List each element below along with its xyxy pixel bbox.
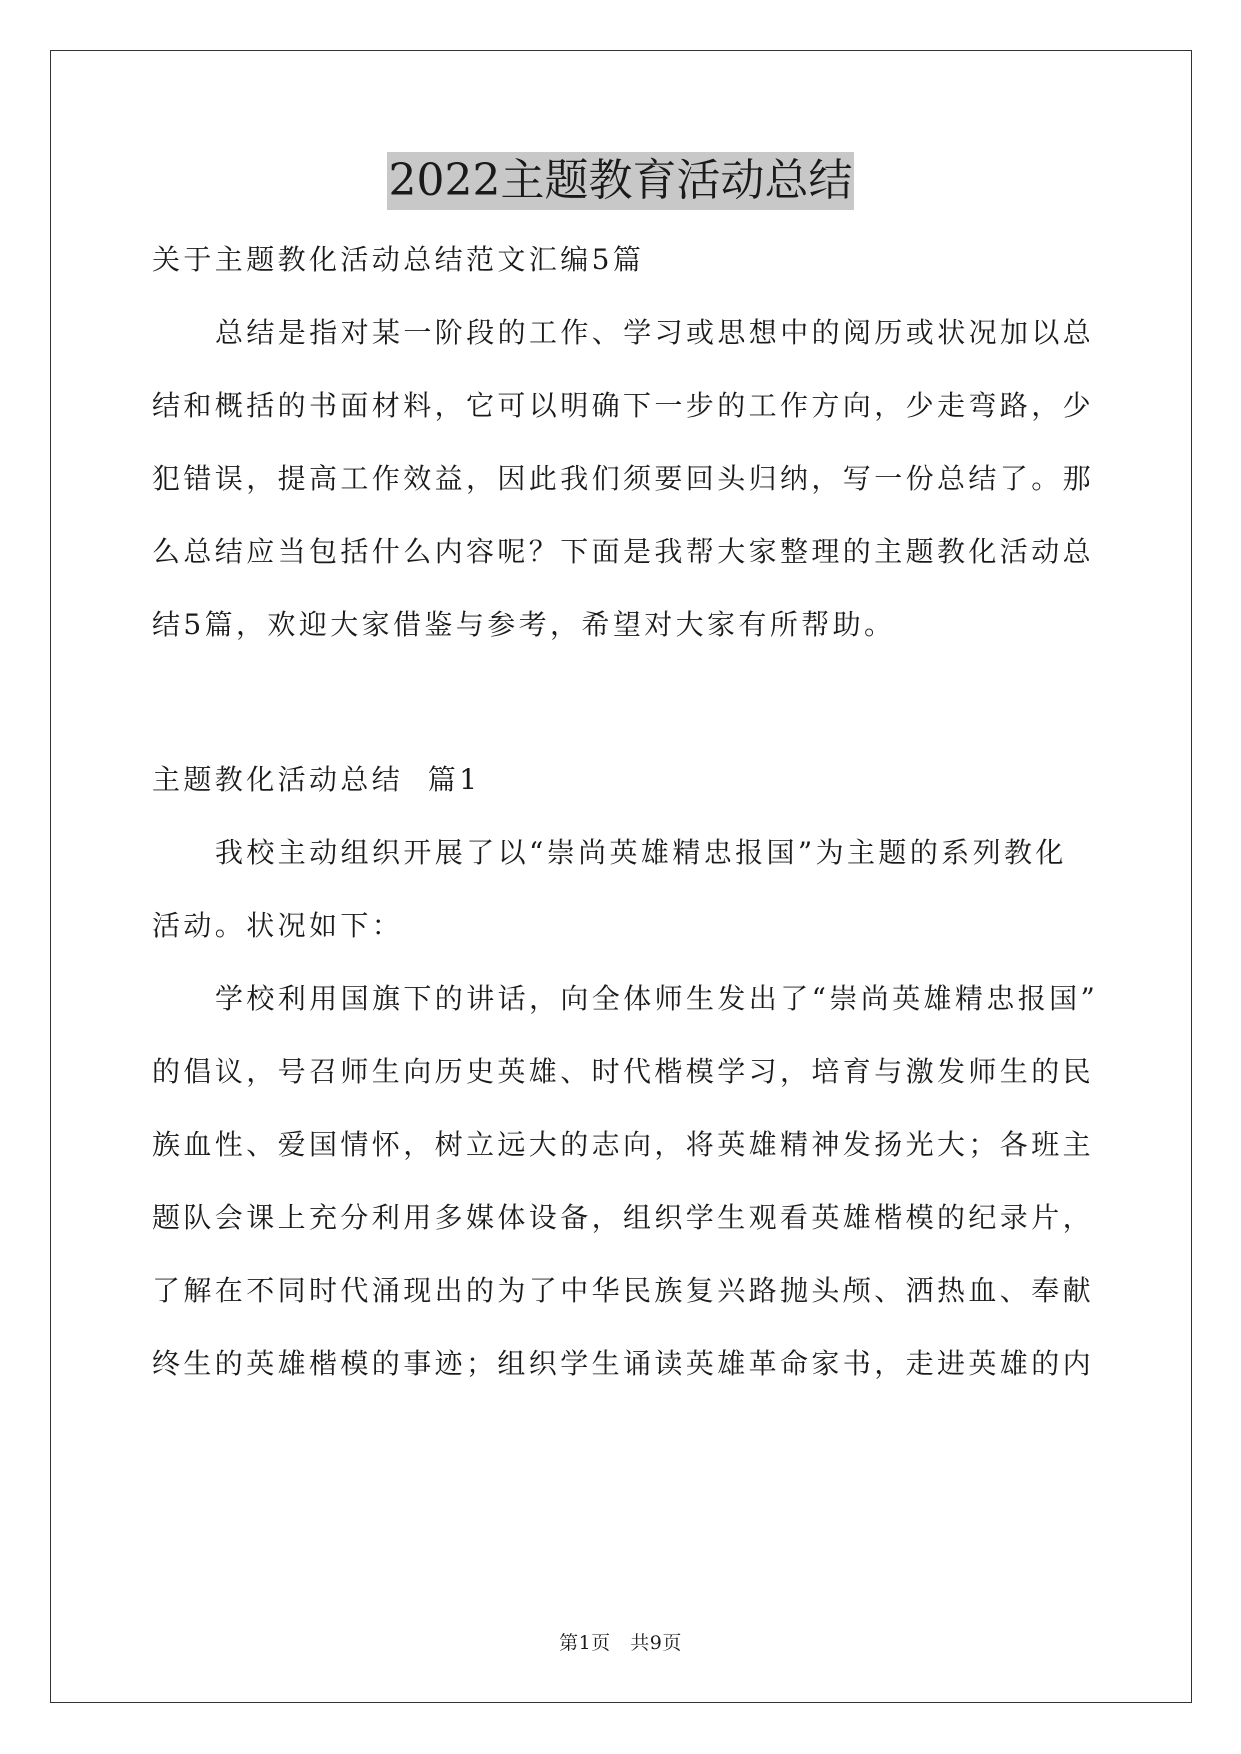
section-heading: 主题教化活动总结 篇1 (152, 763, 481, 796)
page-number-footer: 第1页 共9页 (559, 1632, 682, 1654)
paragraph-line: 了解在不同时代涌现出的为了中华民族复兴路抛头颅、洒热血、奉献 (152, 1274, 1095, 1307)
intro-line: 犯错误，提高工作效益，因此我们须要回头归纳，写一份总结了。那 (152, 462, 1095, 495)
intro-line: 结5篇，欢迎大家借鉴与参考，希望对大家有所帮助。 (152, 608, 896, 641)
paragraph-line: 族血性、爱国情怀，树立远大的志向，将英雄精神发扬光大；各班主 (152, 1128, 1095, 1161)
intro-line: 总结是指对某一阶段的工作、学习或思想中的阅历或状况加以总 (215, 316, 1095, 349)
paragraph-line: 终生的英雄楷模的事迹；组织学生诵读英雄革命家书，走进英雄的内 (152, 1347, 1095, 1380)
paragraph-line: 活动。状况如下： (152, 909, 404, 942)
intro-line: 结和概括的书面材料，它可以明确下一步的工作方向，少走弯路，少 (152, 389, 1095, 422)
intro-line: 么总结应当包括什么内容呢？下面是我帮大家整理的主题教化活动总 (152, 535, 1095, 568)
title-container (0, 152, 1241, 210)
paragraph-line: 题队会课上充分利用多媒体设备，组织学生观看英雄楷模的纪录片， (152, 1201, 1095, 1234)
paragraph-line: 的倡议，号召师生向历史英雄、时代楷模学习，培育与激发师生的民 (152, 1055, 1095, 1088)
paragraph-line: 我校主动组织开展了以“崇尚英雄精忠报国”为主题的系列教化 (215, 836, 1067, 869)
document-title: 2022主题教育活动总结 (387, 152, 855, 210)
paragraph-line: 学校利用国旗下的讲话，向全体师生发出了“崇尚英雄精忠报国” (215, 982, 1099, 1015)
subtitle: 关于主题教化活动总结范文汇编5篇 (152, 243, 645, 276)
page-border (50, 50, 1192, 1703)
